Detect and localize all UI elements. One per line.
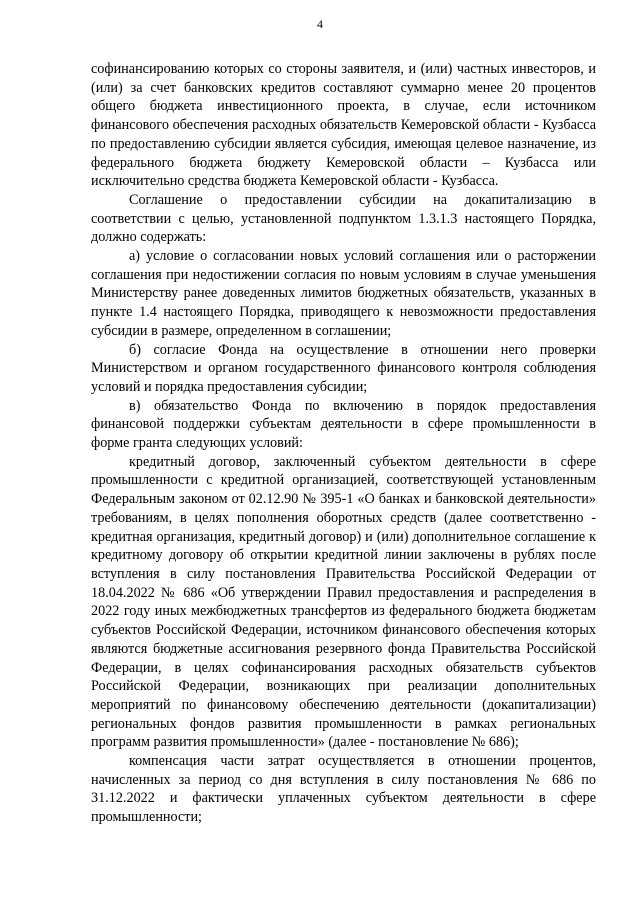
paragraph-agreement: Соглашение о предоставлении субсидии на докапитализацию в соответствии с целью, установленной подпунктом 1.3.1.3 настоящего Порядка, должно содержать: <box>91 191 596 246</box>
paragraph-cofinancing: софинансированию которых со стороны заявителя, и (или) частных инвесторов, и (или) за счет банковских кредитов составляют суммарно менее 20 процентов общего бюджета инвестиционного проекта, в случае, если источником финансового обеспечения расходных обязательств Кемеровской области - Кузбасса по предоставлению субсидии является субсидия, имеющая целевое назначение, из федерального бюджета бюджету Кемеровской области – Кузбасса или исключительно средства бюджета Кемеровской области - Кузбасса. <box>91 61 596 190</box>
paragraph-credit-agreement: кредитный договор, заключенный субъектом деятельности в сфере промышленности с кредитной организацией, соответствующей установленным Федеральным законом от 02.12.90 № 395-1 «О банках и банковской деятельности» требованиям, в целях пополнения оборотных средств (далее соответственно - кредитная организация, кредитный договор) и (или) дополнительное соглашение к кредитному договору об открытии кредитной линии заключены в рублях после вступления в силу постановления Правительства Российской Федерации от 18.04.2022 № 686 «Об утверждении Правил предоставления и распределения в 2022 году иных межбюджетных трансфертов из федерального бюджета бюджетам субъектов Российской Федерации, источником финансового обеспечения которых являются бюджетные ассигнования резервного фонда Правительства Российской Федерации, в целях софинансирования расходных обязательств субъектов Российской Федерации, возникающих при реализации дополнительных мероприятий по финансовому обеспечению деятельности (докапитализации) региональных фондов развития промышленности в рамках региональных программ развития промышленности» (далее - постановление № 686); <box>91 453 596 751</box>
document-body <box>91 60 596 827</box>
paragraph-item-a: а) условие о согласовании новых условий соглашения или о расторжении соглашения при недостижении согласия по новым условиям в случае уменьшения Министерству ранее доведенных лимитов бюджетных обязательств, указанных в пункте 1.4 настоящего Порядка, приводящего к невозможности предоставления субсидии в размере, определенном в соглашении; <box>91 248 596 339</box>
paragraph-item-b: б) согласие Фонда на осуществление в отношении него проверки Министерством и органом государственного финансового контроля соблюдения условий и порядка предоставления субсидии; <box>91 341 596 395</box>
paragraph-item-v: в) обязательство Фонда по включению в порядок предоставления финансовой поддержки субъектам деятельности в сфере промышленности в форме гранта следующих условий: <box>91 397 596 452</box>
page-number: 4 <box>317 17 323 31</box>
paragraph-compensation: компенсация части затрат осуществляется в отношении процентов, начисленных за период со дня вступления в силу постановления № 686 по 31.12.2022 и фактически уплаченных субъектом деятельности в сфере промышленности; <box>91 753 596 826</box>
